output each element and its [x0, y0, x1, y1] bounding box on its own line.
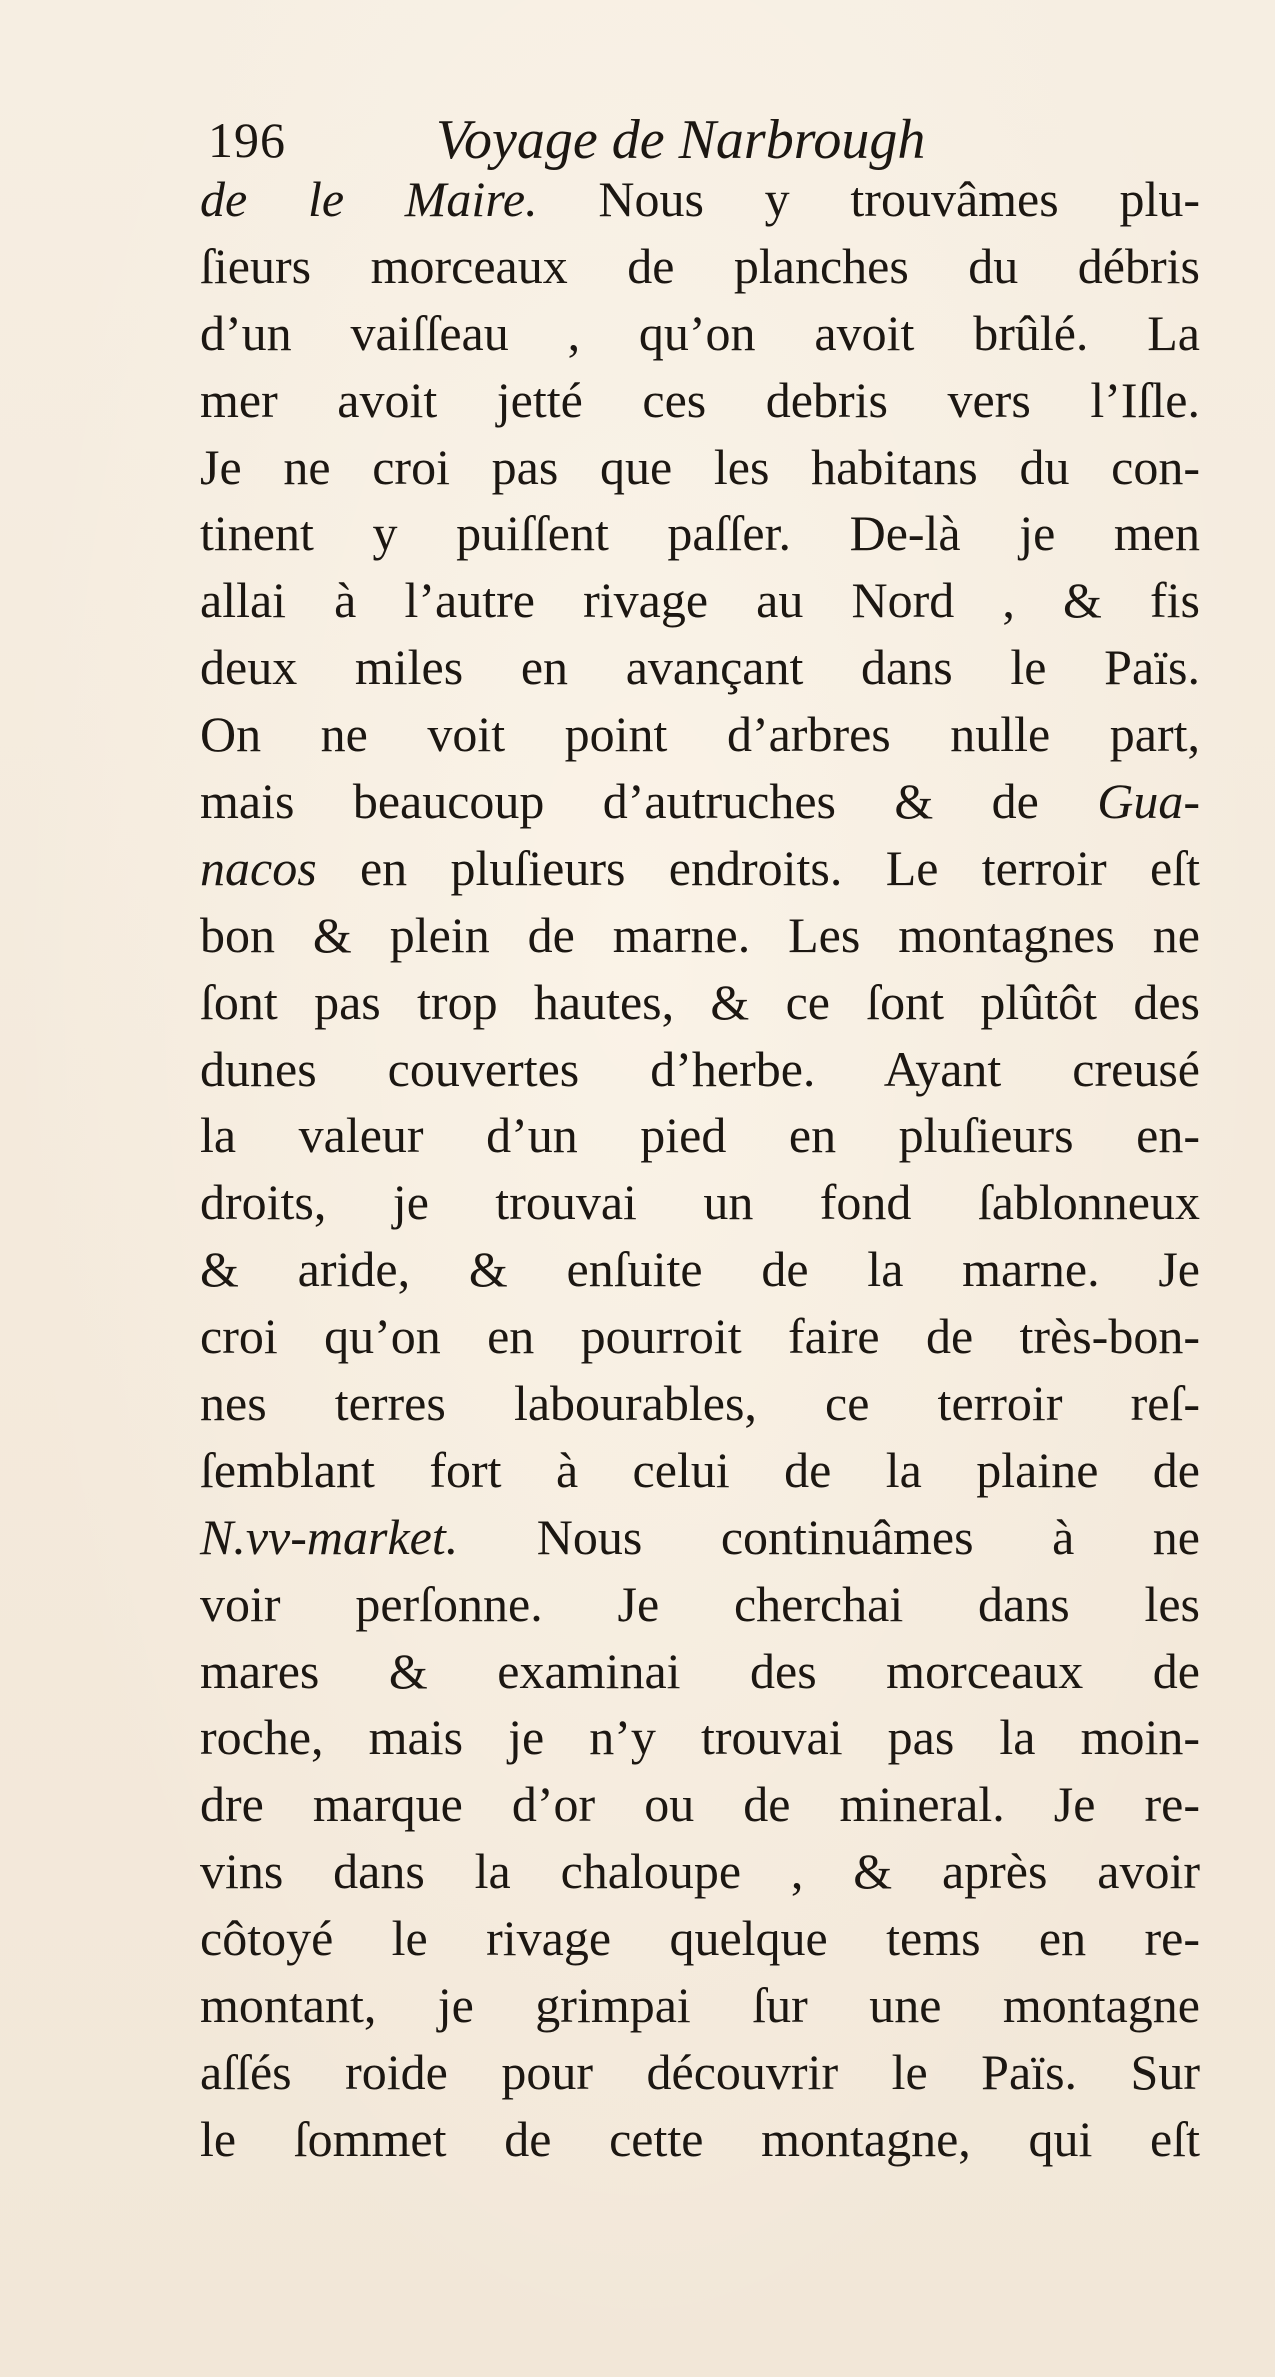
- text-line: [200, 1504, 1200, 1571]
- line-text: en pluſieurs endroits. Le terroir eſt: [316, 839, 1200, 896]
- text-line: croi qu’on en pourroit faire de très-bon-: [200, 1308, 1200, 1365]
- text-line: montant, je grimpai ſur une montagne: [200, 1977, 1200, 2034]
- italic-word: Gua-: [1097, 773, 1200, 830]
- text-line: ſieurs morceaux de planches du débris: [200, 237, 1200, 294]
- italic-word: nacos: [200, 839, 317, 896]
- text-line: On ne voit point d’arbres nulle part,: [200, 706, 1200, 763]
- text-line: bon & plein de marne. Les montagnes ne: [200, 906, 1200, 963]
- line-text: Nous continuâmes à ne: [458, 1508, 1200, 1565]
- text-line: mares & examinai des morceaux de: [200, 1642, 1200, 1699]
- text-line: nes terres labourables, ce terroir reſ-: [200, 1375, 1200, 1432]
- text-line: le ſommet de cette montagne, qui eſt: [200, 2110, 1200, 2167]
- text-line: côtoyé le rivage quelque tems en re-: [200, 1910, 1200, 1967]
- text-line: voir perſonne. Je cherchai dans les: [200, 1575, 1200, 1632]
- line-text: mais beaucoup d’autruches & de: [200, 773, 1098, 830]
- place-name: N.vv-market.: [200, 1508, 459, 1565]
- text-line: aſſés roide pour découvrir le Païs. Sur: [200, 2043, 1200, 2100]
- text-line: ſont pas trop hautes, & ce ſont plûtôt des: [200, 973, 1200, 1030]
- text-line: d’un vaiſſeau , qu’on avoit brûlé. La: [200, 304, 1200, 361]
- text-line: tinent y puiſſent paſſer. De-là je men: [200, 505, 1200, 562]
- running-title: Voyage de Narbrough: [436, 109, 926, 171]
- text-line: droits, je trouvai un fond ſablonneux: [200, 1174, 1200, 1231]
- text-line: deux miles en avançant dans le Païs.: [200, 639, 1200, 696]
- text-line: mer avoit jetté ces debris vers l’Iſle.: [200, 371, 1200, 428]
- text-line: & aride, & enſuite de la marne. Je: [200, 1241, 1200, 1298]
- text-line: la valeur d’un pied en pluſieurs en-: [200, 1107, 1200, 1164]
- text-line: dunes couvertes d’herbe. Ayant creusé: [200, 1040, 1200, 1097]
- text-line: [200, 768, 1200, 835]
- line-text: Nous y trouvâmes plu-: [537, 171, 1200, 227]
- text-line: ſemblant fort à celui de la plaine de: [200, 1441, 1200, 1498]
- text-line: dre marque d’or ou de mineral. Je re-: [200, 1776, 1200, 1833]
- text-line: Je ne croi pas que les habitans du con-: [200, 438, 1200, 495]
- text-line: [200, 835, 1200, 902]
- text-line: allai à l’autre rivage au Nord , & fis: [200, 572, 1200, 629]
- place-name: de le Maire.: [200, 171, 538, 227]
- text-line: roche, mais je n’y trouvai pas la moin-: [200, 1709, 1200, 1766]
- text-line: [200, 166, 1200, 233]
- page-number: 196: [208, 112, 286, 168]
- text-line: vins dans la chaloupe , & après avoir: [200, 1843, 1200, 1900]
- body-text: [200, 166, 1200, 2173]
